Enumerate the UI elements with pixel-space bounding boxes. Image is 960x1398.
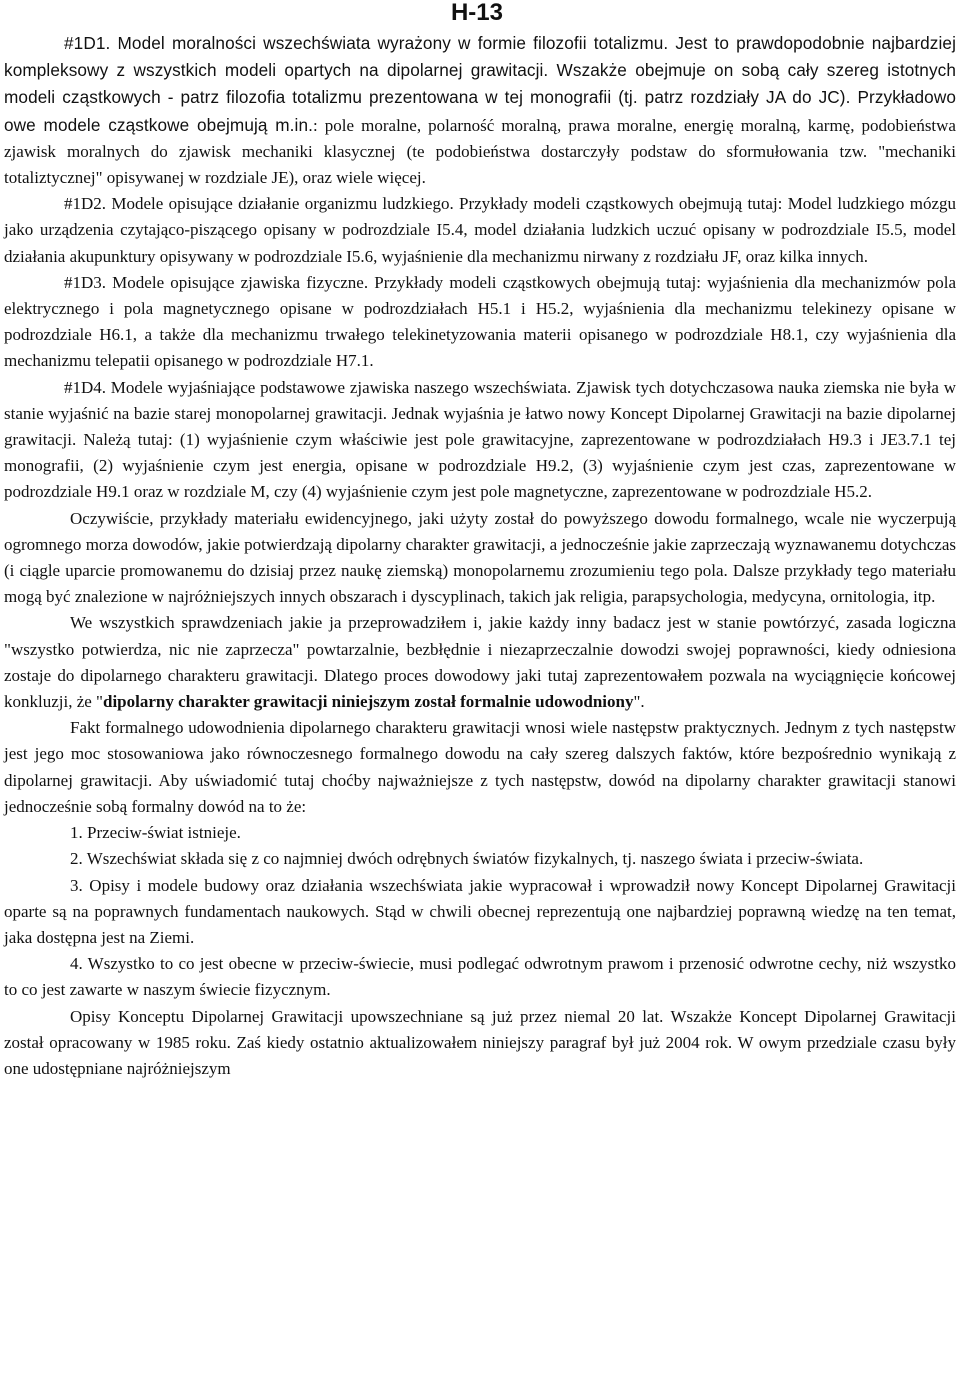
d1-label: #1D1.	[64, 33, 111, 53]
paragraph-closing: Opisy Konceptu Dipolarnej Grawitacji upowszechniane są już przez niemal 20 lat. Wszakże Koncept Dipolarnej Grawitacji został opracowany w 1985 roku. Zaś kiedy ostatnio aktualizowałem niniejszy paragraf był już 2004 rok. W owym przedziale czasu były one udostępniane najróżniejszym	[4, 1006, 956, 1078]
list-item: 3. Opisy i modele budowy oraz działania wszechświata jakie wypracował i wprowadził nowy Koncept Dipolarnej Grawitacji oparte są na poprawnych fundamentach naukowych. Stąd w chwili obecnej reprezentują one najbardziej poprawną wiedzę na ten temat, jaka dostępna jest na Ziemi.	[4, 875, 956, 947]
paragraph-checks	[4, 610, 956, 715]
document-body	[4, 30, 956, 1082]
d1-text-serif: : pole moralne, polarność moralną, prawa moralne, energię moralną, karmę, podobieństwa zjawisk moralnych do zjawisk mechaniki klasycznej (te podobieństwa dostarczyły podstaw do sformułowania tzw. "mechaniki totaliztycznej" opisywanej w rozdziale JE), oraz wiele więcej.	[4, 115, 956, 188]
page-label: H-13	[450, 0, 503, 26]
d1-text-sans: Model moralności wszechświata wyrażony w formie filozofii totalizmu. Jest to prawdopodobnie najbardziej kompleksowy z wszystkich modeli opartych na dipolarnej grawitacji. Wszakże obejmuje on sobą cały szereg istotnych modeli cząstkowych - patrz filozofia totalizmu prezentowana w tej monografii (tj. patrz rozdziały JA do JC). Przykładowo owe modele cząstkowe obejmują m.in.	[4, 33, 956, 135]
paragraph-d2: #1D2. Modele opisujące działanie organizmu ludzkiego. Przykłady modeli cząstkowych obejmują tutaj: Model ludzkiego mózgu jako urządzenia czytająco-piszącego opisany w podrozdziale I5.4, model działania ludzkich uczuć opisany w podrozdziale I5.5, model działania akupunktury opisywany w podrozdziale I5.6, wyjaśnienie dla mechanizmu nirwany z rozdziału JF, oraz kilka innych.	[4, 194, 956, 266]
list-item: 2. Wszechświat składa się z co najmniej dwóch odrębnych światów fizykalnych, tj. naszego świata i przeciw-świata.	[70, 849, 864, 869]
list-item: 1. Przeciw-świat istnieje.	[70, 823, 241, 843]
list-item: 4. Wszystko to co jest obecne w przeciw-świecie, musi podlegać odwrotnym prawom i przenosić odwrotne cechy, niż wszystko to co jest zawarte w naszym świecie fizycznym.	[4, 954, 956, 1000]
checks-text-b: ".	[633, 692, 645, 712]
paragraph-d3: #1D3. Modele opisujące zjawiska fizyczne. Przykłady modeli cząstkowych obejmują tutaj: wyjaśnienia dla mechanizmów pola elektrycznego i pola magnetycznego opisane w podrozdziałach H5.1 i H5.2, wyjaśnienia dla mechanizmu telekinezy opisane w podrozdziale H6.1, a także dla mechanizmu trwałego telekinetyzowania materii opisanego w podrozdziale H8.1, czy wyjaśnienia dla mechanizmu telepatii opisanego w podrozdziale H7.1.	[4, 272, 956, 371]
checks-text-a: We wszystkich sprawdzeniach jakie ja przeprowadziłem i, jakie każdy inny badacz jest w stanie powtórzyć, zasada logiczna "wszystko potwierdza, nic nie zaprzecza" powtarzalnie, bezbłędnie i niezaprzeczalnie dowodzi swojej poprawności, kiedy odniesiona zostaje do dipolarnego charakteru grawitacji. Dlatego proces dowodowy jaki tutaj zaprezentowałem pozwala na wyciągnięcie końcowej konkluzji, że "	[4, 613, 956, 712]
checks-bold-conclusion: dipolarny charakter grawitacji niniejszym został formalnie udowodniony	[103, 692, 634, 712]
paragraph-d4: #1D4. Modele wyjaśniające podstawowe zjawiska naszego wszechświata. Zjawisk tych dotychczasowa nauka ziemska nie była w stanie wyjaśnić na bazie starej monopolarnej grawitacji. Jednak wyjaśnia je łatwo nowy Koncept Dipolarnej Grawitacji na bazie dipolarnej grawitacji. Należą tutaj: (1) wyjaśnienie czym właściwie jest pole grawitacyjne, zaprezentowane w podrozdziałach H9.3 i JE3.7.1 tej monografii, (2) wyjaśnienie czym jest energia, opisane w podrozdziale H9.2, (3) wyjaśnienie czym jest czas, zaprezentowane w podrozdziale H9.1 oraz w rozdziale M, czy (4) wyjaśnienie czym jest pole magnetyczne, zaprezentowane w podrozdziale H5.2.	[4, 377, 956, 502]
paragraph-fact: Fakt formalnego udowodnienia dipolarnego charakteru grawitacji wnosi wiele następstw praktycznych. Jednym z tych następstw jest jego moc stosowaniowa jako równoczesnego formalnego dowodu na cały szereg dalszych faktów, które bezpośrednio wynikają z dipolarnej grawitacji. Aby uświadomić tutaj choćby najważniejsze z tych następstw, dowód na dipolarny charakter grawitacji stanowi jednocześnie sobą formalny dowód na to że:	[4, 718, 956, 816]
paragraph-evidence: Oczywiście, przykłady materiału ewidencyjnego, jaki użyty został do powyższego dowodu formalnego, wcale nie wyczerpują ogromnego morza dowodów, jakie potwierdzają dipolarny charakter grawitacji, a jednocześnie jakie zaprzeczają wyznawanemu dotychczas (i ciągle uparcie promowanemu do dzisiaj przez naukę ziemską) monopolarnemu zrozumieniu tego pola. Dalsze przykłady tego materiału mogą być znalezione w najróżniejszych innych obszarach i dyscyplinach, takich jak religia, parapsychologia, medycyna, ornitologia, itp.	[4, 508, 956, 607]
paragraph-d1	[4, 30, 956, 191]
